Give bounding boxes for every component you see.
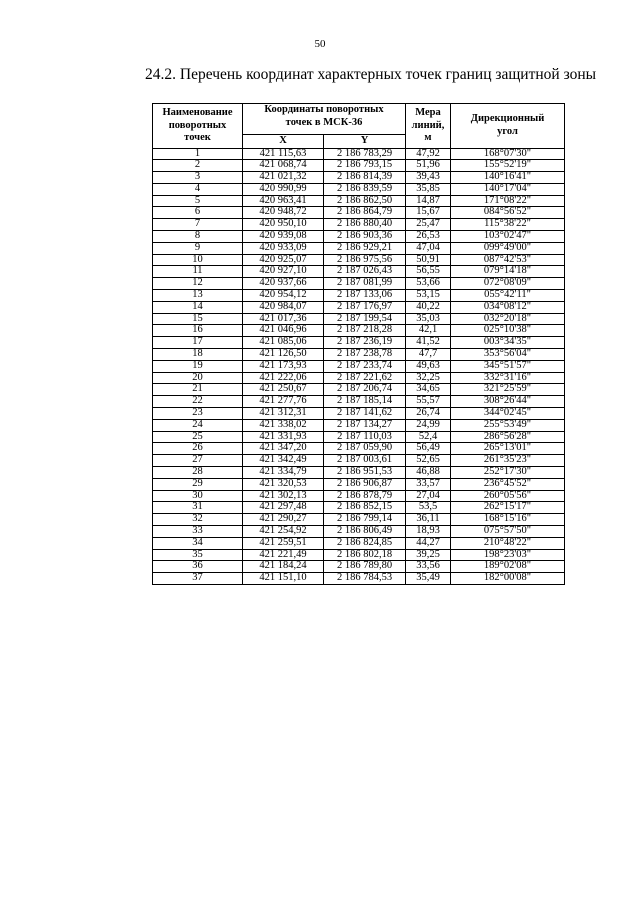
table-row	[153, 172, 565, 184]
y-coordinate-cell: 2 186 862,50	[324, 195, 406, 207]
line-length-cell: 53,15	[406, 290, 451, 302]
point-name-cell: 17	[153, 337, 243, 349]
header-line-length-line: Мера	[415, 107, 441, 118]
direction-angle-cell: 189°02'08"	[451, 561, 565, 573]
y-coordinate-cell: 2 187 141,62	[324, 408, 406, 420]
point-name-cell: 23	[153, 408, 243, 420]
header-direction-angle-line: Дирекционный	[470, 113, 545, 125]
point-name-cell: 18	[153, 349, 243, 361]
x-coordinate-cell: 421 347,20	[243, 443, 324, 455]
table-row	[153, 396, 565, 408]
x-coordinate-cell: 421 021,32	[243, 172, 324, 184]
table-row	[153, 290, 565, 302]
y-coordinate-cell: 2 187 218,28	[324, 325, 406, 337]
x-coordinate-cell: 420 937,66	[243, 278, 324, 290]
direction-angle-cell: 345°51'57"	[451, 360, 565, 372]
line-length-cell: 33,57	[406, 478, 451, 490]
table-row	[153, 443, 565, 455]
table-row	[153, 148, 565, 160]
y-coordinate-cell: 2 186 852,15	[324, 502, 406, 514]
y-coordinate-cell: 2 186 880,40	[324, 219, 406, 231]
x-coordinate-cell: 421 331,93	[243, 431, 324, 443]
point-name-cell: 31	[153, 502, 243, 514]
x-coordinate-cell: 421 115,63	[243, 148, 324, 160]
point-name-cell: 26	[153, 443, 243, 455]
y-coordinate-cell: 2 187 003,61	[324, 455, 406, 467]
line-length-cell: 56,49	[406, 443, 451, 455]
header-direction-angle	[451, 104, 565, 149]
direction-angle-cell: 308°26'44"	[451, 396, 565, 408]
y-coordinate-cell: 2 186 906,87	[324, 478, 406, 490]
x-coordinate-cell: 421 297,48	[243, 502, 324, 514]
direction-angle-cell: 084°56'52"	[451, 207, 565, 219]
y-coordinate-cell: 2 187 134,27	[324, 419, 406, 431]
direction-angle-cell: 260°05'56"	[451, 490, 565, 502]
point-name-cell: 16	[153, 325, 243, 337]
x-coordinate-cell: 421 290,27	[243, 514, 324, 526]
y-coordinate-cell: 2 186 975,56	[324, 254, 406, 266]
x-coordinate-cell: 421 017,36	[243, 313, 324, 325]
line-length-cell: 35,03	[406, 313, 451, 325]
table-row	[153, 231, 565, 243]
point-name-cell: 32	[153, 514, 243, 526]
x-coordinate-cell: 420 954,12	[243, 290, 324, 302]
x-coordinate-cell: 421 302,13	[243, 490, 324, 502]
x-coordinate-cell: 421 334,79	[243, 467, 324, 479]
point-name-cell: 12	[153, 278, 243, 290]
y-coordinate-cell: 2 186 824,85	[324, 537, 406, 549]
table-row	[153, 573, 565, 585]
table-row	[153, 254, 565, 266]
point-name-cell: 10	[153, 254, 243, 266]
y-coordinate-cell: 2 187 081,99	[324, 278, 406, 290]
line-length-cell: 18,93	[406, 526, 451, 538]
point-name-cell: 13	[153, 290, 243, 302]
table-row	[153, 160, 565, 172]
table-row	[153, 537, 565, 549]
point-name-cell: 36	[153, 561, 243, 573]
line-length-cell: 52,65	[406, 455, 451, 467]
table-row	[153, 455, 565, 467]
table-row	[153, 183, 565, 195]
point-name-cell: 6	[153, 207, 243, 219]
point-name-cell: 35	[153, 549, 243, 561]
line-length-cell: 34,65	[406, 384, 451, 396]
direction-angle-cell: 210°48'22"	[451, 537, 565, 549]
table-row	[153, 478, 565, 490]
direction-angle-cell: 034°08'12"	[451, 301, 565, 313]
point-name-cell: 14	[153, 301, 243, 313]
table-row	[153, 514, 565, 526]
point-name-cell: 9	[153, 242, 243, 254]
x-coordinate-cell: 420 925,07	[243, 254, 324, 266]
point-name-cell: 15	[153, 313, 243, 325]
header-coordinates-line: Координаты поворотных	[264, 104, 384, 115]
line-length-cell: 24,99	[406, 419, 451, 431]
line-length-cell: 26,53	[406, 231, 451, 243]
direction-angle-cell: 155°52'19"	[451, 160, 565, 172]
direction-angle-cell: 055°42'11"	[451, 290, 565, 302]
page-number: 50	[314, 38, 326, 50]
point-name-cell: 3	[153, 172, 243, 184]
direction-angle-cell: 332°31'16"	[451, 372, 565, 384]
table-row	[153, 384, 565, 396]
x-coordinate-cell: 421 338,02	[243, 419, 324, 431]
header-coordinates-line: точек в МСК-36	[285, 116, 363, 128]
point-name-cell: 19	[153, 360, 243, 372]
direction-angle-cell: 032°20'18"	[451, 313, 565, 325]
table-row	[153, 372, 565, 384]
y-coordinate-cell: 2 187 026,43	[324, 266, 406, 278]
y-coordinate-cell: 2 186 839,59	[324, 183, 406, 195]
table-row	[153, 325, 565, 337]
point-name-cell: 33	[153, 526, 243, 538]
direction-angle-cell: 261°35'23"	[451, 455, 565, 467]
x-coordinate-cell: 421 184,24	[243, 561, 324, 573]
point-name-cell: 8	[153, 231, 243, 243]
line-length-cell: 35,85	[406, 183, 451, 195]
coordinates-table-body	[153, 148, 565, 584]
x-coordinate-cell: 420 939,08	[243, 231, 324, 243]
point-name-cell: 22	[153, 396, 243, 408]
x-coordinate-cell: 420 963,41	[243, 195, 324, 207]
line-length-cell: 35,49	[406, 573, 451, 585]
x-coordinate-cell: 421 277,76	[243, 396, 324, 408]
x-coordinate-cell: 420 984,07	[243, 301, 324, 313]
table-row	[153, 195, 565, 207]
direction-angle-cell: 168°15'16"	[451, 514, 565, 526]
point-name-cell: 34	[153, 537, 243, 549]
point-name-cell: 24	[153, 419, 243, 431]
x-coordinate-cell: 420 927,10	[243, 266, 324, 278]
direction-angle-cell: 171°08'22"	[451, 195, 565, 207]
y-coordinate-cell: 2 186 864,79	[324, 207, 406, 219]
line-length-cell: 53,5	[406, 502, 451, 514]
direction-angle-cell: 262°15'17"	[451, 502, 565, 514]
table-row	[153, 490, 565, 502]
table-row	[153, 219, 565, 231]
line-length-cell: 52,4	[406, 431, 451, 443]
direction-angle-cell: 353°56'04"	[451, 349, 565, 361]
y-coordinate-cell: 2 187 199,54	[324, 313, 406, 325]
line-length-cell: 47,04	[406, 242, 451, 254]
table-row	[153, 502, 565, 514]
x-coordinate-cell: 420 990,99	[243, 183, 324, 195]
table-row	[153, 467, 565, 479]
direction-angle-cell: 115°38'22"	[451, 219, 565, 231]
direction-angle-cell: 182°00'08"	[451, 573, 565, 585]
direction-angle-cell: 140°17'04"	[451, 183, 565, 195]
line-length-cell: 47,92	[406, 148, 451, 160]
line-length-cell: 49,63	[406, 360, 451, 372]
table-row	[153, 549, 565, 561]
direction-angle-cell: 003°34'35"	[451, 337, 565, 349]
header-coordinates	[243, 104, 406, 135]
table-row	[153, 313, 565, 325]
line-length-cell: 53,66	[406, 278, 451, 290]
x-coordinate-cell: 420 948,72	[243, 207, 324, 219]
point-name-cell: 11	[153, 266, 243, 278]
point-name-cell: 30	[153, 490, 243, 502]
line-length-cell: 32,25	[406, 372, 451, 384]
y-coordinate-cell: 2 187 059,90	[324, 443, 406, 455]
direction-angle-cell: 321°25'59"	[451, 384, 565, 396]
x-coordinate-cell: 421 320,53	[243, 478, 324, 490]
point-name-cell: 2	[153, 160, 243, 172]
line-length-cell: 39,43	[406, 172, 451, 184]
line-length-cell: 50,91	[406, 254, 451, 266]
point-name-cell: 4	[153, 183, 243, 195]
table-row	[153, 561, 565, 573]
y-coordinate-cell: 2 186 784,53	[324, 573, 406, 585]
line-length-cell: 15,67	[406, 207, 451, 219]
x-coordinate-cell: 421 126,50	[243, 349, 324, 361]
line-length-cell: 56,55	[406, 266, 451, 278]
header-point-name-line: точек	[184, 132, 211, 143]
line-length-cell: 41,52	[406, 337, 451, 349]
line-length-cell: 14,87	[406, 195, 451, 207]
header-point-name-line: Наименование	[162, 107, 233, 118]
section-heading: 24.2. Перечень координат характерных точек границ защитной зоны	[145, 66, 597, 83]
direction-angle-cell: 255°53'49"	[451, 419, 565, 431]
header-point-name	[153, 104, 243, 149]
line-length-cell: 26,74	[406, 408, 451, 420]
x-coordinate-cell: 420 933,09	[243, 242, 324, 254]
table-row	[153, 349, 565, 361]
y-coordinate-cell: 2 186 903,36	[324, 231, 406, 243]
x-coordinate-cell: 421 173,93	[243, 360, 324, 372]
y-coordinate-cell: 2 187 176,97	[324, 301, 406, 313]
x-coordinate-cell: 421 312,31	[243, 408, 324, 420]
y-coordinate-cell: 2 187 233,74	[324, 360, 406, 372]
direction-angle-cell: 168°07'30"	[451, 148, 565, 160]
table-row	[153, 431, 565, 443]
line-length-cell: 46,88	[406, 467, 451, 479]
point-name-cell: 20	[153, 372, 243, 384]
x-coordinate-cell: 421 068,74	[243, 160, 324, 172]
y-coordinate-cell: 2 187 236,19	[324, 337, 406, 349]
y-coordinate-cell: 2 186 814,39	[324, 172, 406, 184]
direction-angle-cell: 072°08'09"	[451, 278, 565, 290]
table-row	[153, 278, 565, 290]
x-coordinate-cell: 421 222,06	[243, 372, 324, 384]
y-coordinate-cell: 2 186 789,80	[324, 561, 406, 573]
point-name-cell: 28	[153, 467, 243, 479]
header-line-length-line: линий,	[411, 119, 445, 131]
direction-angle-cell: 025°10'38"	[451, 325, 565, 337]
point-name-cell: 29	[153, 478, 243, 490]
header-line-length	[406, 104, 451, 149]
y-coordinate-cell: 2 186 806,49	[324, 526, 406, 538]
y-coordinate-cell: 2 187 185,14	[324, 396, 406, 408]
table-row	[153, 419, 565, 431]
y-coordinate-cell: 2 187 221,62	[324, 372, 406, 384]
y-coordinate-cell: 2 187 206,74	[324, 384, 406, 396]
y-coordinate-cell: 2 186 799,14	[324, 514, 406, 526]
line-length-cell: 33,56	[406, 561, 451, 573]
line-length-cell: 51,96	[406, 160, 451, 172]
line-length-cell: 40,22	[406, 301, 451, 313]
x-coordinate-cell: 421 250,67	[243, 384, 324, 396]
coordinates-table	[152, 103, 565, 585]
x-coordinate-cell: 421 254,92	[243, 526, 324, 538]
header-direction-angle-line: угол	[497, 125, 518, 137]
direction-angle-cell: 236°45'52"	[451, 478, 565, 490]
direction-angle-cell: 286°56'28"	[451, 431, 565, 443]
x-coordinate-cell: 420 950,10	[243, 219, 324, 231]
header-y: Y	[324, 135, 406, 149]
x-coordinate-cell: 421 342,49	[243, 455, 324, 467]
y-coordinate-cell: 2 186 951,53	[324, 467, 406, 479]
point-name-cell: 7	[153, 219, 243, 231]
y-coordinate-cell: 2 186 878,79	[324, 490, 406, 502]
y-coordinate-cell: 2 186 802,18	[324, 549, 406, 561]
line-length-cell: 39,25	[406, 549, 451, 561]
table-row	[153, 526, 565, 538]
direction-angle-cell: 198°23'03"	[451, 549, 565, 561]
x-coordinate-cell: 421 046,96	[243, 325, 324, 337]
direction-angle-cell: 087°42'53"	[451, 254, 565, 266]
table-row	[153, 301, 565, 313]
x-coordinate-cell: 421 221,49	[243, 549, 324, 561]
direction-angle-cell: 265°13'01"	[451, 443, 565, 455]
point-name-cell: 37	[153, 573, 243, 585]
header-point-name-line: поворотных	[168, 119, 227, 131]
point-name-cell: 1	[153, 148, 243, 160]
y-coordinate-cell: 2 186 929,21	[324, 242, 406, 254]
line-length-cell: 42,1	[406, 325, 451, 337]
line-length-cell: 55,57	[406, 396, 451, 408]
direction-angle-cell: 099°49'00"	[451, 242, 565, 254]
table-row	[153, 266, 565, 278]
table-row	[153, 337, 565, 349]
x-coordinate-cell: 421 151,10	[243, 573, 324, 585]
direction-angle-cell: 075°57'50"	[451, 526, 565, 538]
point-name-cell: 25	[153, 431, 243, 443]
point-name-cell: 21	[153, 384, 243, 396]
header-line-length-line: м	[424, 132, 432, 143]
line-length-cell: 25,47	[406, 219, 451, 231]
direction-angle-cell: 344°02'45"	[451, 408, 565, 420]
line-length-cell: 44,27	[406, 537, 451, 549]
y-coordinate-cell: 2 187 110,03	[324, 431, 406, 443]
direction-angle-cell: 079°14'18"	[451, 266, 565, 278]
line-length-cell: 47,7	[406, 349, 451, 361]
table-row	[153, 242, 565, 254]
header-x: X	[243, 135, 324, 149]
y-coordinate-cell: 2 187 133,06	[324, 290, 406, 302]
table-row	[153, 360, 565, 372]
line-length-cell: 36,11	[406, 514, 451, 526]
x-coordinate-cell: 421 259,51	[243, 537, 324, 549]
point-name-cell: 5	[153, 195, 243, 207]
y-coordinate-cell: 2 186 793,15	[324, 160, 406, 172]
direction-angle-cell: 140°16'41"	[451, 172, 565, 184]
y-coordinate-cell: 2 186 783,29	[324, 148, 406, 160]
line-length-cell: 27,04	[406, 490, 451, 502]
point-name-cell: 27	[153, 455, 243, 467]
table-row	[153, 408, 565, 420]
table-row	[153, 207, 565, 219]
direction-angle-cell: 252°17'30"	[451, 467, 565, 479]
y-coordinate-cell: 2 187 238,78	[324, 349, 406, 361]
x-coordinate-cell: 421 085,06	[243, 337, 324, 349]
direction-angle-cell: 103°02'47"	[451, 231, 565, 243]
